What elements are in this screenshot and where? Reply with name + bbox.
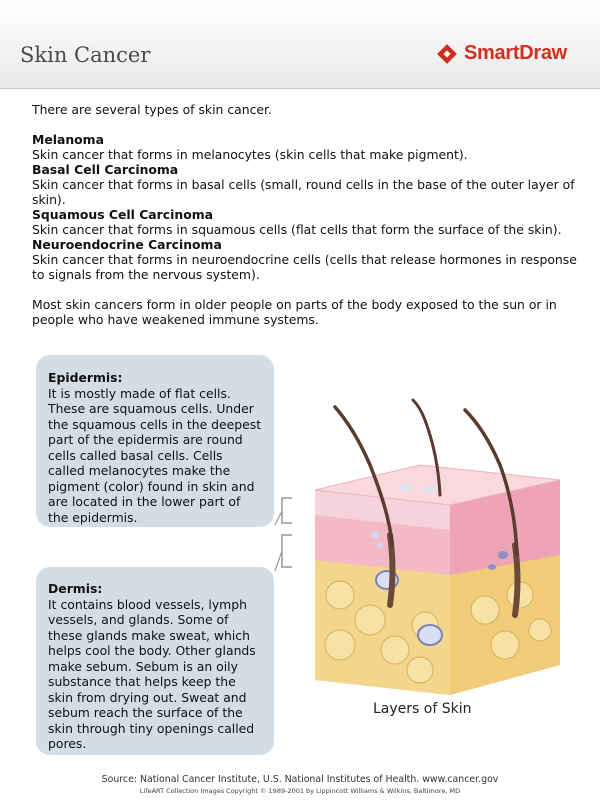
epidermis-bracket — [282, 498, 292, 523]
dermis-heading: Dermis: — [48, 581, 103, 596]
type-description: Skin cancer that forms in basal cells (small, round cells in the base of the outer layer of skin). — [32, 177, 575, 207]
intro-text: There are several types of skin cancer. — [32, 102, 272, 117]
dermis-bracket — [282, 535, 292, 567]
type-name: Basal Cell Carcinoma — [32, 162, 179, 177]
skin-layers-illustration — [270, 395, 575, 695]
figure-caption: Layers of Skin — [373, 701, 472, 717]
type-name: Neuroendocrine Carcinoma — [32, 237, 222, 252]
type-description: Skin cancer that forms in neuroendocrine cells (cells that release hormones in response to signals from the nervous system). — [32, 252, 577, 282]
epidermis-heading: Epidermis: — [48, 370, 123, 385]
summary-text: Most skin cancers form in older people on parts of the body exposed to the sun or in people who have weakened immune systems. — [32, 297, 557, 327]
epidermis-callout — [36, 355, 274, 527]
epidermis-text: It is mostly made of flat cells. These are squamous cells. Under the squamous cells in the deepest part of the epidermis are round cells called basal cells. Cells called melanocytes make the pigment (color) found in skin and are located in the lower part of the epidermis. — [48, 385, 262, 525]
source-credit: Source: National Cancer Institute, U.S. National Institutes of Health. www.cancer.gov — [101, 774, 499, 785]
type-description: Skin cancer that forms in melanocytes (skin cells that make pigment). — [32, 147, 468, 162]
smartdraw-logo-icon — [436, 43, 458, 65]
intro-section — [32, 102, 580, 327]
type-description: Skin cancer that forms in squamous cells (flat cells that form the surface of the skin). — [32, 222, 562, 237]
dermis-callout — [36, 567, 274, 755]
type-name: Squamous Cell Carcinoma — [32, 207, 213, 222]
header-bar — [0, 0, 600, 89]
dermis-text: It contains blood vessels, lymph vessels, and glands. Some of these glands make sweat, which helps cool the body. Other glands make sebum. Sebum is an oily substance that helps keep the skin from drying out. Sweat and sebum reach the surface of the skin through tiny openings called pores. — [48, 596, 256, 751]
page-title: Skin Cancer — [20, 43, 151, 67]
copyright-notice: LifeART Collection Images Copyright © 1989-2001 by Lippincott Williams & Wilkins, Baltimore, MD — [139, 787, 461, 795]
type-name: Melanoma — [32, 132, 104, 147]
smartdraw-logo — [436, 42, 567, 65]
logo-text: SmartDraw — [464, 42, 567, 64]
